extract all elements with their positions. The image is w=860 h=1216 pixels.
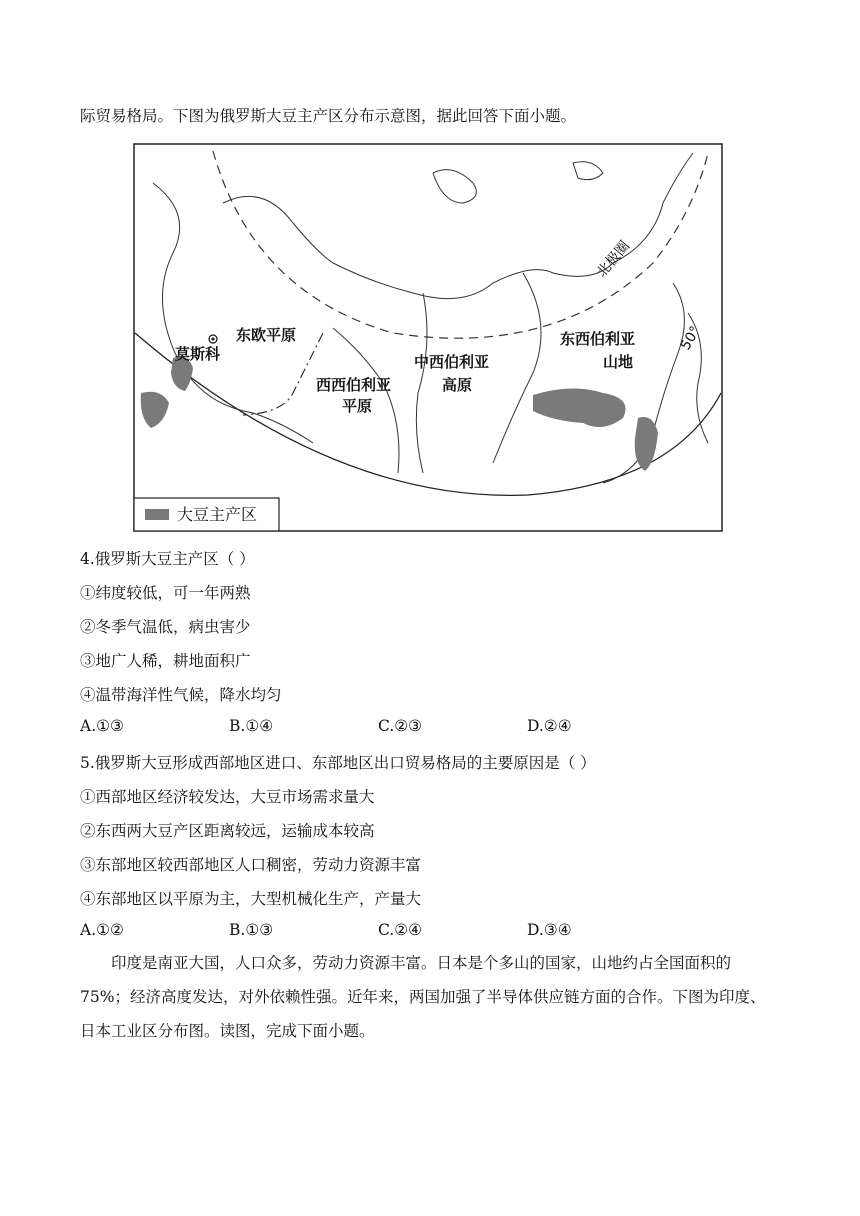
label-lat-50: 50° xyxy=(677,323,704,353)
q5-option-b[interactable]: B.①③ xyxy=(229,921,274,939)
label-west-siberia-1: 西西伯利亚 xyxy=(316,376,392,394)
q5-item-4: ④东部地区以平原为主，大型机械化生产，产量大 xyxy=(80,890,422,908)
label-east-siberia-1: 东西伯利亚 xyxy=(560,330,636,348)
q4-item-1: ①纬度较低，可一年两熟 xyxy=(80,584,251,602)
q4-option-b[interactable]: B.①④ xyxy=(229,717,274,735)
q4-option-a[interactable]: A.①③ xyxy=(80,717,124,735)
q5-item-3: ③东部地区较西部地区人口稠密，劳动力资源丰富 xyxy=(80,856,422,874)
russia-soybean-map xyxy=(133,143,723,532)
q5-option-a[interactable]: A.①② xyxy=(80,921,124,939)
q4-item-4: ④温带海洋性气候，降水均匀 xyxy=(80,686,282,704)
passage-india-japan: 印度是南亚大国，人口众多，劳动力资源丰富。日本是个多山的国家，山地约占全国面积的 75%；经济高度发达，对外依赖性强。近年来，两国加强了半导体供应链方面的合作。下图为印度、日本工业区分布图。读图，完成下面小题。 xyxy=(80,954,766,1040)
label-central-siberia-2: 高原 xyxy=(442,376,473,394)
q5-item-1: ①西部地区经济较发达，大豆市场需求量大 xyxy=(80,788,375,806)
q5-item-2: ②东西两大豆产区距离较远，运输成本较高 xyxy=(80,822,375,840)
q4-option-c[interactable]: C.②③ xyxy=(378,717,423,735)
label-west-siberia-2: 平原 xyxy=(342,397,373,415)
label-east-siberia-2: 山地 xyxy=(603,353,634,371)
label-central-siberia-1: 中西伯利亚 xyxy=(414,353,490,371)
label-moscow: 莫斯科 xyxy=(175,345,221,363)
label-east-europe-plain: 东欧平原 xyxy=(236,326,297,344)
intro-text: 际贸易格局。下图为俄罗斯大豆主产区分布示意图，据此回答下面小题。 xyxy=(80,107,577,125)
legend-label: 大豆主产区 xyxy=(177,505,258,524)
label-arctic-circle: 北极圈 xyxy=(593,238,634,281)
q5-stem: 5.俄罗斯大豆形成西部地区进口、东部地区出口贸易格局的主要原因是（ ） xyxy=(80,754,596,772)
q4-stem: 4.俄罗斯大豆主产区（ ） xyxy=(80,550,255,568)
q5-option-c[interactable]: C.②④ xyxy=(378,921,423,939)
q4-option-d[interactable]: D.②④ xyxy=(527,717,572,735)
legend-swatch xyxy=(145,509,169,520)
q4-item-3: ③地广人稀，耕地面积广 xyxy=(80,652,251,670)
q5-option-d[interactable]: D.③④ xyxy=(527,921,572,939)
q4-item-2: ②冬季气温低，病虫害少 xyxy=(80,618,251,636)
